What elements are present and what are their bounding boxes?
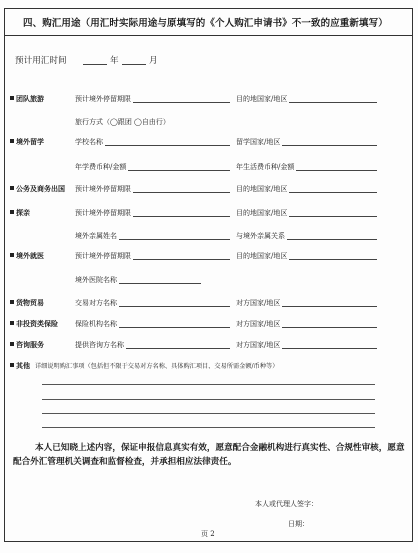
section-title: 四、购汇用途（用汇时实际用途与原填写的《个人购汇申请书》不一致的应重新填写） [23, 18, 388, 29]
field-input-line[interactable] [119, 239, 230, 240]
field-label: 留学国家/地区 [236, 138, 281, 146]
field-label: 预计境外停留期限 [75, 95, 131, 103]
category-label: 其他 [16, 361, 30, 370]
category-0[interactable] [10, 94, 44, 104]
checkbox-icon [10, 363, 14, 367]
category-1[interactable] [10, 137, 44, 147]
field-input-line[interactable] [289, 216, 377, 217]
field-input-line[interactable] [289, 102, 377, 103]
field-label: 目的地国家/地区 [236, 209, 288, 217]
other-detail-line-3[interactable] [42, 413, 375, 414]
category-label: 团队旅游 [16, 94, 44, 103]
field-label: 保险机构名称 [75, 320, 117, 328]
field-label: 境外医院名称 [75, 276, 117, 284]
other-instruction: 详细说明购汇事项（包括但不限于交易对方名称、具体购汇项目、交易所需金额/币种等） [35, 363, 279, 370]
field-input-line[interactable] [282, 348, 377, 349]
declaration-text: 本人已知晓上述内容，保证申报信息真实有效，愿意配合金融机构进行真实性、合规性审核，愿意配合外汇管理机关调查和监督检查，并承担相应法律责任。 [13, 443, 405, 467]
field-input-line[interactable] [133, 102, 230, 103]
field-label: 目的地国家/地区 [236, 95, 288, 103]
field-label: 对方国家/地区 [236, 341, 281, 349]
checkbox-icon [10, 253, 14, 257]
other-detail-line-4[interactable] [42, 427, 375, 428]
date-label: 日期： [288, 520, 309, 528]
checkbox-icon [10, 186, 14, 190]
field-input-line[interactable] [287, 239, 377, 240]
category-2[interactable] [10, 184, 65, 194]
field-input-line[interactable] [289, 192, 377, 193]
field-label: 年学费币种/金额 [75, 163, 127, 171]
category-other[interactable] [10, 361, 30, 371]
category-7[interactable] [10, 340, 44, 350]
field-label: 对方国家/地区 [236, 299, 281, 307]
month-field[interactable] [122, 64, 146, 65]
purchase-time-label: 预计用汇时间 [15, 56, 67, 66]
field-label: 提供咨询方名称 [75, 341, 124, 349]
category-3[interactable] [10, 208, 30, 218]
category-label: 咨询服务 [16, 340, 44, 349]
section-header [5, 9, 412, 36]
other-detail-line-2[interactable] [42, 399, 375, 400]
category-label: 境外就医 [16, 251, 44, 260]
checkbox-icon [10, 210, 14, 214]
field-label: 目的地国家/地区 [236, 252, 288, 260]
field-label: 对方国家/地区 [236, 320, 281, 328]
field-input-line[interactable] [289, 259, 377, 260]
signature-label: 本人或代理人签字： [255, 500, 318, 508]
field-label: 预计境外停留期限 [75, 185, 131, 193]
year-unit: 年 [110, 56, 119, 66]
field-input-line[interactable] [282, 145, 377, 146]
field-input-line[interactable] [105, 145, 230, 146]
category-label: 货物贸易 [16, 298, 44, 307]
field-label: 学校名称 [75, 138, 103, 146]
category-4[interactable] [10, 251, 44, 261]
checkbox-icon [10, 96, 14, 100]
year-field[interactable] [83, 64, 107, 65]
field-label: 旅行方式（◯跟团 ◯自由行） [75, 118, 170, 126]
field-input-line[interactable] [119, 306, 230, 307]
page-number: 页 2 [201, 530, 215, 538]
category-label: 公务及商务出国 [16, 184, 65, 193]
checkbox-icon [10, 342, 14, 346]
field-label: 目的地国家/地区 [236, 185, 288, 193]
field-label: 预计境外停留期限 [75, 209, 131, 217]
category-5[interactable] [10, 298, 44, 308]
checkbox-icon [10, 321, 14, 325]
category-label: 境外留学 [16, 137, 44, 146]
field-label: 交易对方名称 [75, 299, 117, 307]
category-6[interactable] [10, 319, 58, 329]
field-label: 与境外亲属关系 [236, 232, 285, 240]
field-label: 预计境外停留期限 [75, 252, 131, 260]
checkbox-icon [10, 139, 14, 143]
field-input-line[interactable] [133, 259, 230, 260]
field-input-line[interactable] [133, 216, 230, 217]
field-label: 境外亲属姓名 [75, 232, 117, 240]
category-label: 非投资类保险 [16, 319, 58, 328]
field-input-line[interactable] [282, 327, 377, 328]
form-border [4, 8, 413, 542]
field-input-line[interactable] [282, 306, 377, 307]
field-input-line[interactable] [119, 327, 230, 328]
category-label: 探亲 [16, 208, 30, 217]
field-input-line[interactable] [126, 348, 230, 349]
month-unit: 月 [149, 56, 158, 66]
other-detail-line-1[interactable] [42, 384, 375, 385]
checkbox-icon [10, 300, 14, 304]
field-label: 年生活费币种/金额 [236, 163, 295, 171]
field-input-line[interactable] [296, 170, 377, 171]
field-input-line[interactable] [133, 192, 230, 193]
field-input-line[interactable] [119, 283, 201, 284]
field-input-line[interactable] [128, 170, 230, 171]
